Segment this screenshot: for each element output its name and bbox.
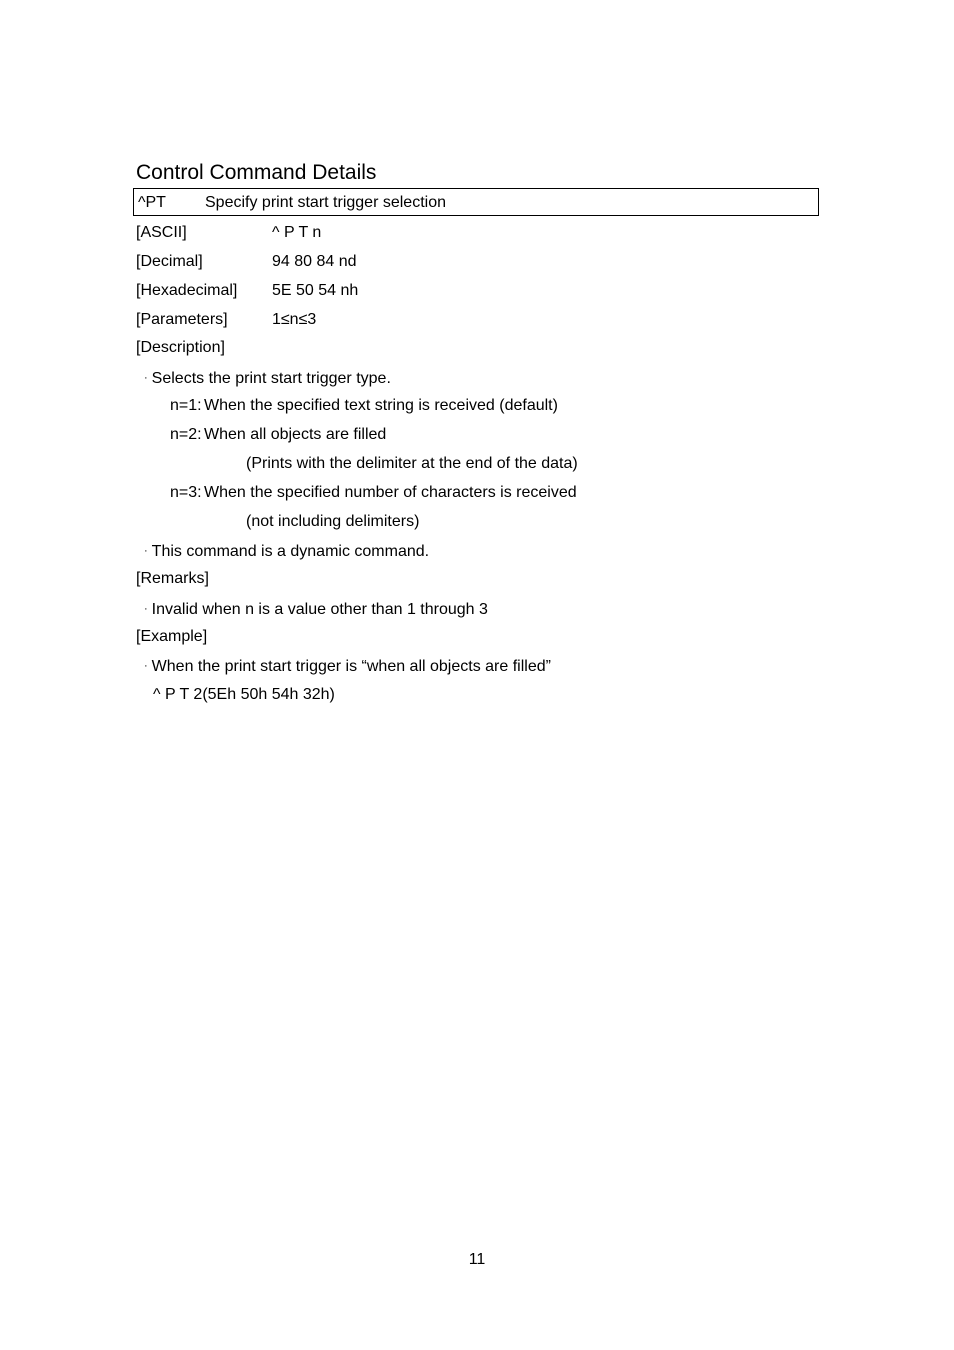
option-key-2: n=2: [170, 426, 202, 443]
bullet-dot: · [144, 603, 148, 615]
description-bullet-dynamic [144, 542, 429, 561]
example-code: ^ P T 2(5Eh 50h 54h 32h) [153, 686, 335, 703]
page-number: 11 [468, 1251, 486, 1268]
field-label-ascii: [ASCII] [136, 224, 187, 241]
command-title: Specify print start trigger selection [205, 194, 446, 211]
option-note-2: (Prints with the delimiter at the end of the data) [246, 455, 578, 472]
example-heading: [Example] [136, 628, 208, 645]
bullet-dot: · [144, 660, 148, 672]
description-bullet-dynamic-text: This command is a dynamic command. [151, 543, 430, 560]
remarks-bullet-text: Invalid when n is a value other than 1 through 3 [151, 601, 488, 618]
page-title: Control Command Details [136, 161, 377, 184]
field-value-parameters: 1≤n≤3 [272, 311, 317, 328]
field-label-hexadecimal: [Hexadecimal] [136, 282, 238, 299]
description-bullet [144, 369, 391, 388]
option-text-2: When all objects are filled [204, 426, 387, 443]
field-value-hexadecimal: 5E 50 54 nh [272, 282, 359, 299]
command-code: ^PT [138, 194, 166, 211]
remarks-bullet [144, 600, 488, 619]
option-text-1: When the specified text string is received (default) [204, 397, 558, 414]
example-bullet-text: When the print start trigger is “when all objects are filled” [151, 658, 551, 675]
field-label-decimal: [Decimal] [136, 253, 203, 270]
field-value-decimal: 94 80 84 nd [272, 253, 357, 270]
field-value-ascii: ^ P T n [272, 224, 322, 241]
option-key-1: n=1: [170, 397, 202, 414]
bullet-dot: · [144, 545, 148, 557]
description-heading: [Description] [136, 339, 225, 356]
option-note-3: (not including delimiters) [246, 513, 420, 530]
description-bullet-text: Selects the print start trigger type. [151, 370, 391, 387]
remarks-heading: [Remarks] [136, 570, 209, 587]
command-header-box [133, 188, 819, 216]
option-key-3: n=3: [170, 484, 202, 501]
field-label-parameters: [Parameters] [136, 311, 228, 328]
example-bullet [144, 657, 551, 676]
option-text-3: When the specified number of characters is received [204, 484, 577, 501]
bullet-dot: · [144, 372, 148, 384]
